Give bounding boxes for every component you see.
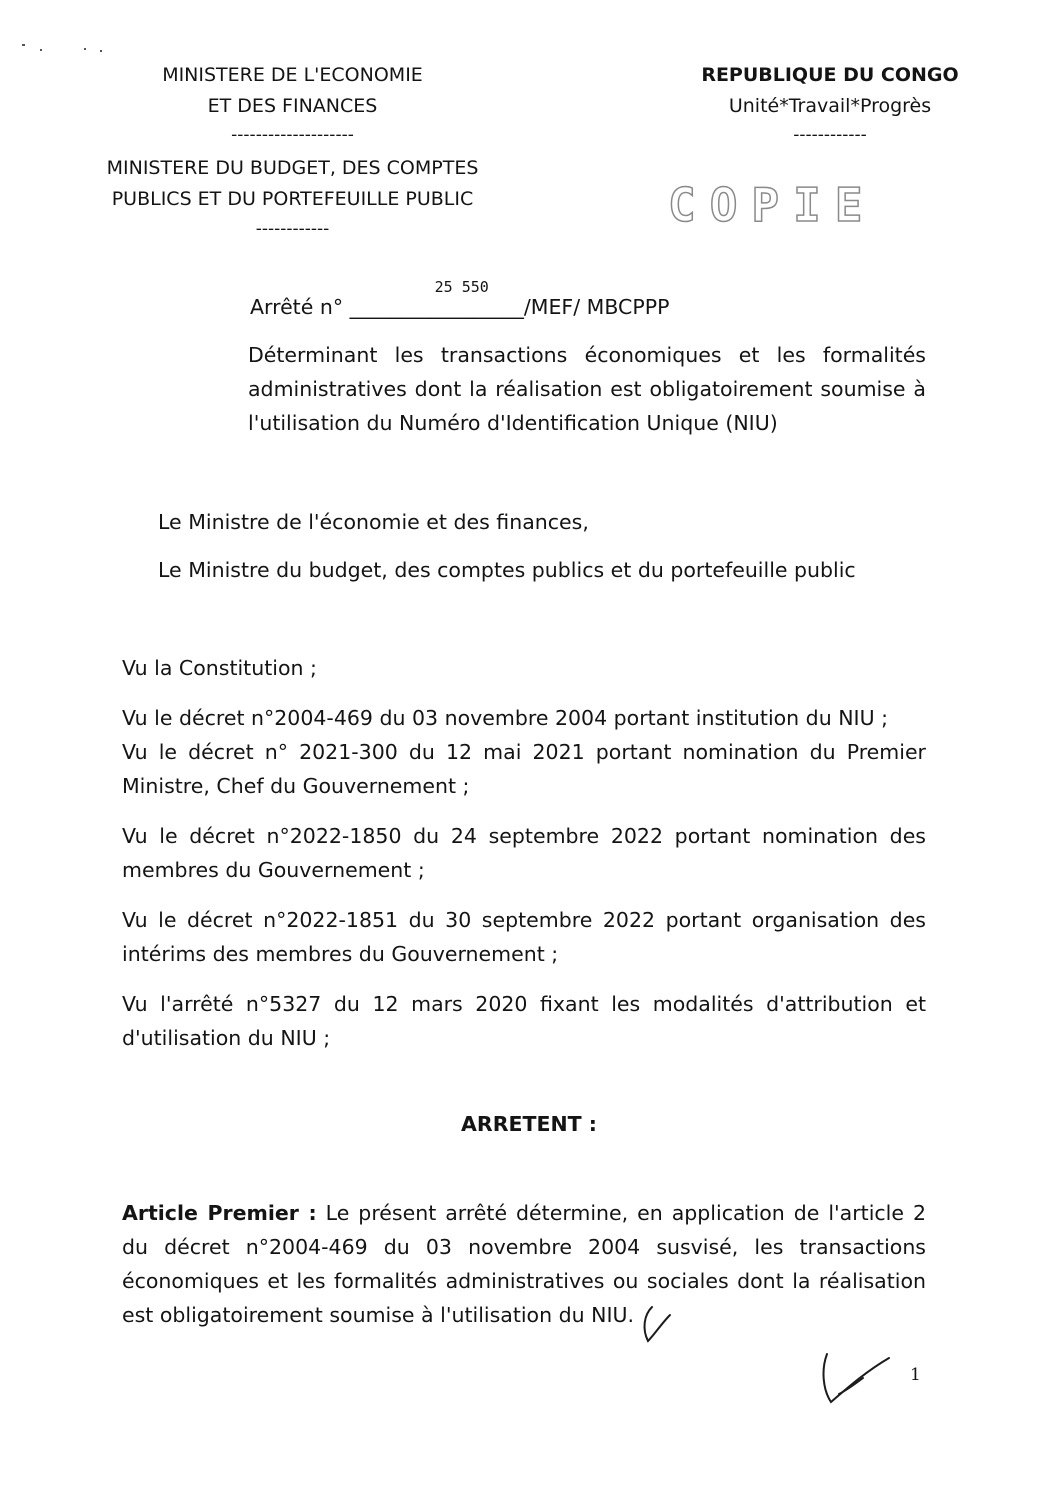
header-left-divider-2: ------------ bbox=[255, 219, 330, 239]
arrete-suffix: /MEF/ MBCPPP bbox=[523, 295, 670, 319]
initials-mark bbox=[640, 1305, 680, 1355]
visa-arrete-5327: Vu l'arrêté n°5327 du 12 mars 2020 fixant les modalités d'attribution et d'utilisation du NIU ; bbox=[122, 992, 926, 1050]
visa-decret-2004: Vu le décret n°2004-469 du 03 novembre 2004 portant institution du NIU ; bbox=[122, 706, 889, 730]
arrete-number: 25 550 bbox=[434, 278, 489, 296]
header-left-divider-1: -------------------- bbox=[231, 125, 354, 145]
header-right-divider: ------------ bbox=[793, 125, 867, 145]
arretent-heading: ARRETENT : bbox=[461, 1112, 597, 1136]
ministry-economy-line1: MINISTERE DE L'ECONOMIE bbox=[162, 64, 423, 86]
header-right bbox=[690, 60, 970, 122]
ministry-economy-line2: ET DES FINANCES bbox=[207, 95, 378, 117]
visa-constitution: Vu la Constitution ; bbox=[122, 656, 317, 680]
copie-stamp: COPIE bbox=[668, 178, 877, 232]
arrete-number-field bbox=[349, 278, 524, 324]
minister-budget: Le Ministre du budget, des comptes publics et du portefeuille public bbox=[158, 558, 856, 582]
arrete-object: Déterminant les transactions économiques et les formalités administratives dont la réalisation est obligatoirement soumise à l'utilisation du Numéro d'Identification Unique (NIU) bbox=[248, 343, 926, 435]
page-number: 1 bbox=[910, 1365, 921, 1385]
ministry-budget-line1: MINISTERE DU BUDGET, DES COMPTES bbox=[106, 157, 479, 179]
header-left bbox=[80, 60, 505, 122]
arrete-prefix: Arrêté n° bbox=[250, 295, 344, 319]
scan-speck bbox=[40, 49, 42, 51]
national-motto: Unité*Travail*Progrès bbox=[728, 95, 932, 117]
arrete-number-line bbox=[250, 278, 850, 324]
scan-speck bbox=[84, 48, 86, 50]
article-premier-label: Article Premier : bbox=[122, 1201, 317, 1225]
scan-speck bbox=[100, 50, 102, 52]
article-premier bbox=[122, 1196, 926, 1332]
visa-decret-2022-1851: Vu le décret n°2022-1851 du 30 septembre 2022 portant organisation des intérims des membres du Gouvernement ; bbox=[122, 908, 926, 966]
visa-decret-2021: Vu le décret n° 2021-300 du 12 mai 2021 portant nomination du Premier Ministre, Chef du Gouvernement ; bbox=[122, 740, 926, 798]
arrete-blank: _________________ bbox=[349, 295, 524, 319]
minister-economy: Le Ministre de l'économie et des finances, bbox=[158, 510, 589, 534]
scan-speck bbox=[22, 44, 25, 46]
article-premier-text: Le présent arrêté détermine, en application de l'article 2 du décret n°2004-469 du 03 novembre 2004 susvisé, les transactions économiques et les formalités administratives ou sociales dont la réalisation est obligatoirement soumise à l'utilisation du NIU. bbox=[122, 1201, 926, 1327]
ministry-budget-line2: PUBLICS ET DU PORTEFEUILLE PUBLIC bbox=[111, 188, 474, 210]
header-left-budget bbox=[60, 153, 525, 215]
signature-mark bbox=[815, 1350, 895, 1410]
country-name: REPUBLIQUE DU CONGO bbox=[701, 64, 959, 86]
visa-decret-2022-1850: Vu le décret n°2022-1850 du 24 septembre 2022 portant nomination des membres du Gouvernement ; bbox=[122, 824, 926, 882]
